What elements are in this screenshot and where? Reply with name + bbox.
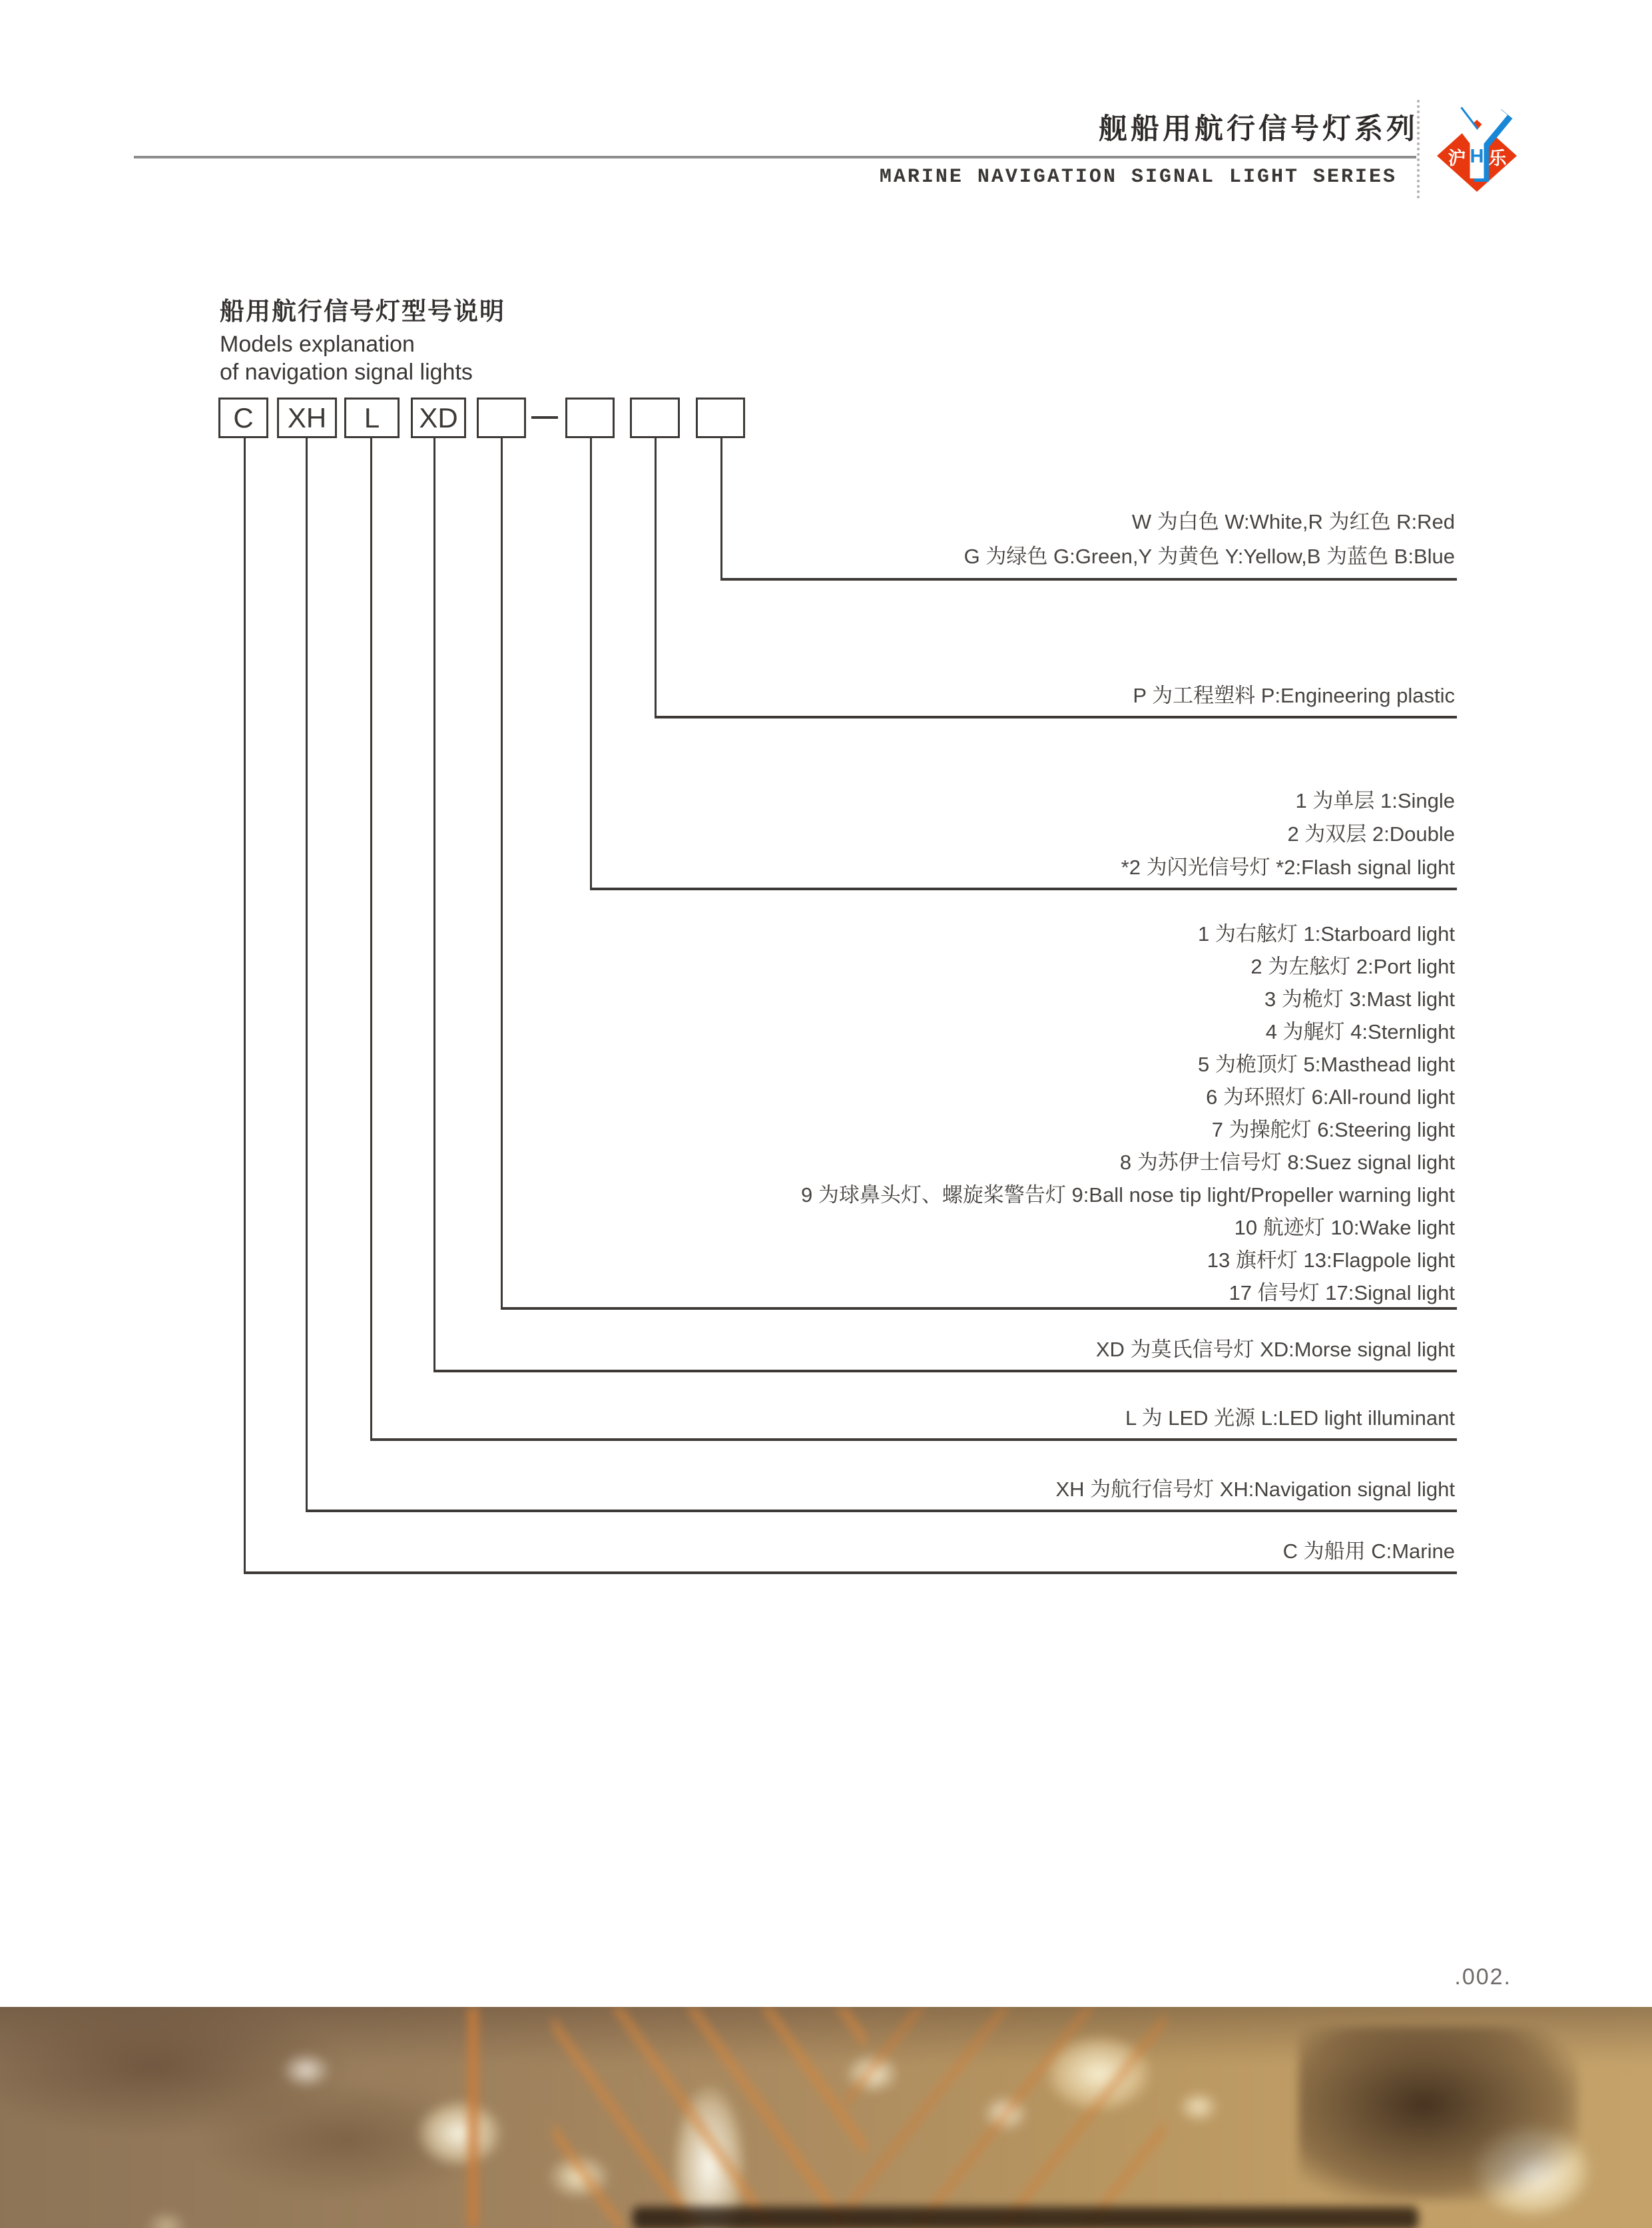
legend-line: 3 为桅灯 3:Mast light	[1264, 987, 1455, 1011]
photo-truck-silhouette	[1298, 2027, 1578, 2200]
underline-material	[655, 716, 1457, 718]
legend-line: 8 为苏伊士信号灯 8:Suez signal light	[1119, 1151, 1455, 1174]
header-dotted-divider	[1417, 100, 1420, 198]
legend-line: 6 为环照灯 6:All-round light	[1206, 1085, 1455, 1109]
legend-line: XH 为航行信号灯 XH:Navigation signal light	[1055, 1478, 1455, 1501]
logo-char-left: 沪	[1448, 148, 1466, 168]
model-code-separator	[531, 416, 558, 419]
model-code-box-xd: XD	[411, 398, 466, 438]
connector-line-c	[244, 438, 246, 1571]
legend-line: 5 为桅顶灯 5:Masthead light	[1198, 1053, 1455, 1076]
page-number: .002.	[1454, 1964, 1512, 1990]
legend-line: 10 航迹灯 10:Wake light	[1234, 1216, 1455, 1239]
connector-line-light-type	[501, 438, 503, 1307]
photo-crane-truss-left	[553, 2007, 866, 2228]
underline-xh	[306, 1510, 1457, 1512]
model-code-box-material	[630, 398, 680, 438]
connector-line-l	[370, 438, 372, 1438]
legend-line: W 为白色 W:White,R 为红色 R:Red	[1131, 510, 1455, 533]
connector-line-xd	[433, 438, 435, 1370]
model-code-box-color	[696, 398, 745, 438]
legend-line: XD 为莫氏信号灯 XD:Morse signal light	[1095, 1338, 1455, 1361]
section-title-en-line2: of navigation signal lights	[220, 360, 473, 385]
model-code-box-light-type	[477, 398, 526, 438]
header-rule	[134, 156, 1416, 158]
underline-color	[720, 578, 1457, 581]
legend-line: 2 为左舷灯 2:Port light	[1250, 955, 1455, 978]
section-title-en-line1: Models explanation	[220, 332, 415, 357]
legend-l	[1125, 1402, 1455, 1434]
legend-line: 13 旗杆灯 13:Flagpole light	[1207, 1249, 1455, 1272]
legend-line: 2 为双层 2:Double	[1287, 822, 1455, 846]
model-code-box-xh: XH	[277, 398, 337, 438]
section-title-zh: 船用航行信号灯型号说明	[220, 298, 505, 325]
model-code-box-c: C	[218, 398, 268, 438]
legend-color	[964, 505, 1455, 574]
legend-line: *2 为闪光信号灯 *2:Flash signal light	[1121, 856, 1455, 879]
header-title-en: MARINE NAVIGATION SIGNAL LIGHT SERIES	[879, 166, 1397, 188]
legend-line: 9 为球鼻头灯、螺旋桨警告灯 9:Ball nose tip light/Propeller warning light	[800, 1183, 1455, 1207]
underline-layer	[590, 888, 1457, 890]
photo-dark-hull-band	[633, 2207, 1418, 2228]
legend-xh	[1055, 1474, 1455, 1506]
legend-line: G 为绿色 G:Green,Y 为黄色 Y:Yellow,B 为蓝色 B:Blue	[964, 545, 1455, 568]
legend-line: L 为 LED 光源 L:LED light illuminant	[1125, 1406, 1455, 1430]
photo-crane-truss-right	[846, 2007, 1165, 2228]
logo-char-right: 乐	[1488, 148, 1507, 168]
legend-xd	[1096, 1334, 1455, 1366]
legend-line: 1 为单层 1:Single	[1295, 789, 1455, 812]
legend-line: 17 信号灯 17:Signal light	[1229, 1281, 1455, 1304]
legend-material	[1133, 680, 1455, 712]
model-code-box-l: L	[344, 398, 400, 438]
legend-layer	[1121, 784, 1455, 884]
underline-l	[370, 1438, 1457, 1441]
legend-line: C 为船用 C:Marine	[1282, 1539, 1455, 1563]
footer-photo	[0, 2007, 1652, 2228]
photo-blur-layer	[0, 2007, 1652, 2228]
logo-char-center: H	[1470, 146, 1484, 167]
header-title-zh: 舰船用航行信号灯系列	[1099, 113, 1418, 145]
legend-c	[1283, 1535, 1455, 1567]
legend-line: 7 为操舵灯 6:Steering light	[1211, 1118, 1455, 1141]
model-code-box-layer	[565, 398, 615, 438]
connector-line-material	[655, 438, 657, 716]
connector-line-xh	[306, 438, 308, 1510]
legend-light-type	[801, 918, 1455, 1309]
connector-line-layer	[590, 438, 592, 888]
underline-xd	[433, 1370, 1457, 1372]
legend-line: 4 为艉灯 4:Sternlight	[1265, 1020, 1455, 1043]
legend-line: 1 为右舷灯 1:Starboard light	[1198, 922, 1455, 946]
legend-line: P 为工程塑料 P:Engineering plastic	[1133, 684, 1455, 707]
company-logo-icon	[1433, 100, 1521, 192]
photo-crane-pole	[468, 2007, 478, 2228]
connector-line-color	[720, 438, 722, 578]
underline-c	[244, 1571, 1457, 1574]
